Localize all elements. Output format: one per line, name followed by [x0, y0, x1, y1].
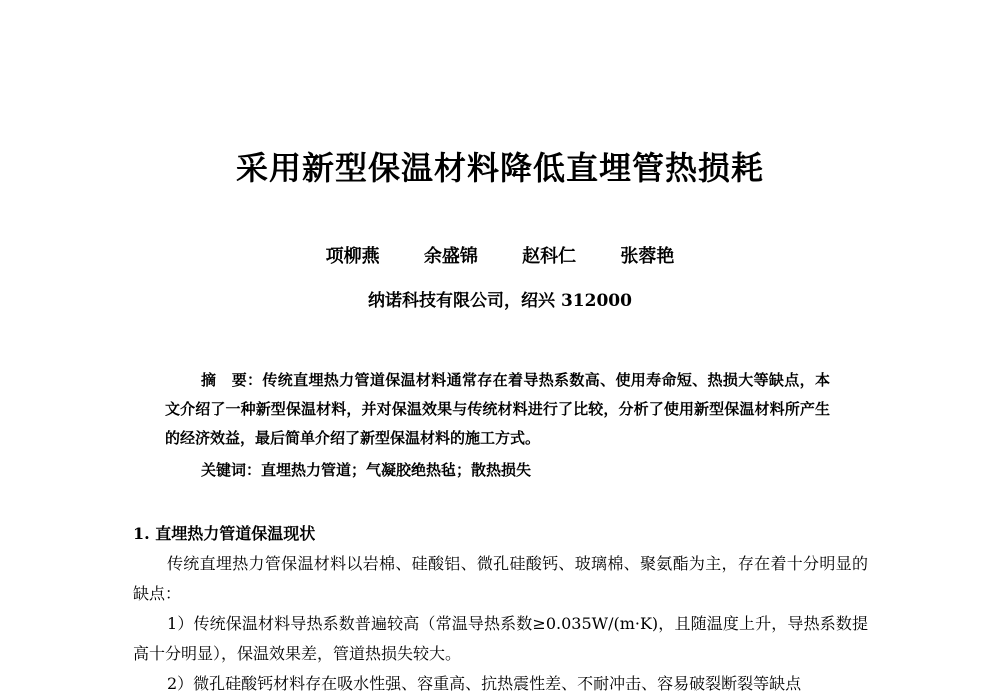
author-name: 张蓉艳 — [620, 246, 675, 267]
abstract-text: 传统直埋热力管道保温材料通常存在着导热系数高、使用寿命短、热损大等缺点，本文介绍了一种新型保温材料，并对保温效果与传统材料进行了比较，分析了使用新型保温材料所产生的经济效益，最后简单介绍了新型保温材料的施工方式。 — [165, 371, 830, 447]
cropped-line — [133, 669, 868, 693]
body-paragraph: 传统直埋热力管保温材料以岩棉、硅酸铝、微孔硅酸钙、玻璃棉、聚氨酯为主，存在着十分明显的缺点： — [133, 554, 868, 603]
affiliation: 纳诺科技有限公司，绍兴 312000 — [368, 291, 632, 311]
section-heading: 1. 直埋热力管道保温现状 — [133, 524, 316, 543]
body-paragraph: 2）微孔硅酸钙材料存在吸水性强、容重高、抗热震性差、不耐冲击、容易破裂断裂等缺点 — [167, 674, 802, 693]
author-name: 赵科仁 — [522, 246, 577, 267]
body-paragraph: 1）传统保温材料导热系数普遍较高（常温导热系数≥0.035W/(m·K)，且随温度上升，导热系数提高十分明显），保温效果差，管道热损失较大。 — [133, 614, 868, 663]
keywords-text: 直埋热力管道；气凝胶绝热毡；散热损失 — [261, 461, 532, 479]
keywords-block — [201, 456, 841, 485]
author-name: 余盛锦 — [423, 246, 478, 267]
abstract-label: 摘 要： — [201, 371, 263, 389]
abstract-block — [165, 366, 830, 453]
section-body — [133, 549, 868, 669]
abstract-paragraph — [165, 366, 830, 453]
paper-title: 采用新型保温材料降低直埋管热损耗 — [235, 149, 764, 187]
author-name: 项柳燕 — [325, 246, 380, 267]
keywords-label: 关键词： — [201, 461, 262, 479]
author-list — [0, 244, 1000, 270]
